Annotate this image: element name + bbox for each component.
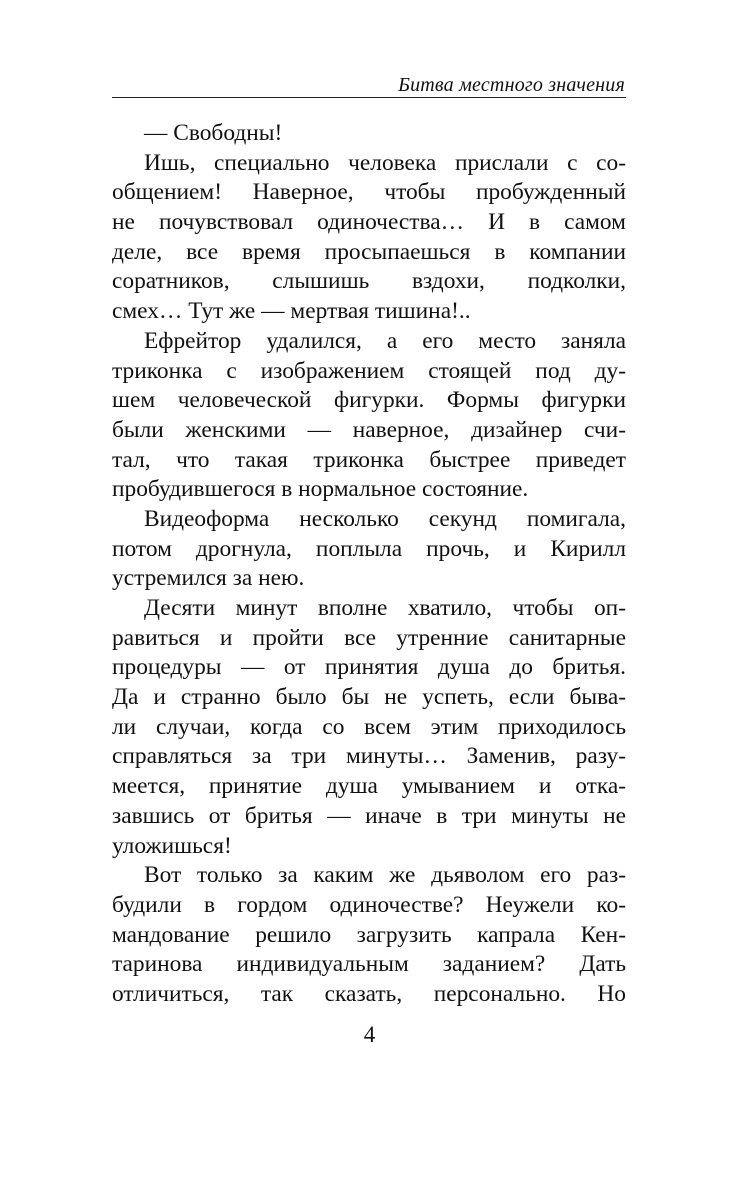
text-line: деле, все время просыпаешься в компании [112, 238, 626, 265]
paragraph [112, 505, 626, 594]
text-line: смех… Тут же — мертвая тишина!.. [112, 298, 471, 325]
paragraph [112, 861, 626, 1009]
text-line: справляться за три минуты… Заменив, разу- [112, 743, 626, 770]
header-rule [112, 97, 626, 98]
paragraph [112, 149, 626, 327]
paragraph [112, 594, 626, 861]
text-line: пробудившегося в нормальное состояние. [112, 476, 529, 503]
text-line: завшись от бритья — иначе в три минуты не [112, 802, 626, 829]
text-line: отличиться, так сказать, персонально. Но [112, 980, 626, 1007]
text-line: таринова индивидуальным заданием? Дать [112, 951, 626, 978]
text-line: меется, принятие душа умыванием и отка- [112, 773, 626, 800]
paragraph [112, 119, 626, 149]
page-number: 4 [363, 1022, 376, 1047]
text-line: общением! Наверное, чтобы пробужденный [112, 179, 626, 206]
text-line: уложишься! [112, 832, 232, 859]
text-line: будили в гордом одиночестве? Неужели ко- [112, 891, 626, 918]
text-line: — Свободны! [144, 120, 283, 146]
text-line: Ишь, специально человека прислали с со- [144, 149, 626, 176]
running-title: Битва местного значения [398, 74, 625, 96]
text-line: Да и странно было бы не успеть, если быва- [112, 684, 626, 711]
paragraph [112, 327, 626, 505]
text-line: Вот только за каким же дьяволом его раз- [144, 862, 626, 889]
text-line: потом дрогнула, поплыла прочь, и Кирилл [112, 535, 626, 562]
text-line: Десяти минут вполне хватило, чтобы оп- [144, 595, 626, 621]
text-line: устремился за нею. [112, 565, 305, 592]
text-line: мандование решило загрузить капрала Кен- [112, 921, 626, 948]
text-line: триконка с изображением стоящей под ду- [112, 357, 626, 384]
text-line: ли случаи, когда со всем этим приходилось [112, 713, 626, 740]
text-line: равиться и пройти все утренние санитарные [112, 624, 626, 651]
text-line: шем человеческой фигурки. Формы фигурки [112, 387, 626, 414]
text-line: не почувствовал одиночества… И в самом [112, 209, 626, 236]
text-line: Ефрейтор удалился, а его место заняла [144, 327, 626, 354]
text-line: Видеоформа несколько секунд помигала, [144, 505, 626, 532]
text-line: тал, что такая триконка быстрее приведет [112, 446, 626, 473]
text-line: соратников, слышишь вздохи, подколки, [112, 268, 626, 295]
text-line: процедуры — от принятия душа до бритья. [112, 654, 626, 681]
body-text [112, 119, 626, 1010]
text-line: были женскими — наверное, дизайнер счи- [112, 416, 626, 443]
